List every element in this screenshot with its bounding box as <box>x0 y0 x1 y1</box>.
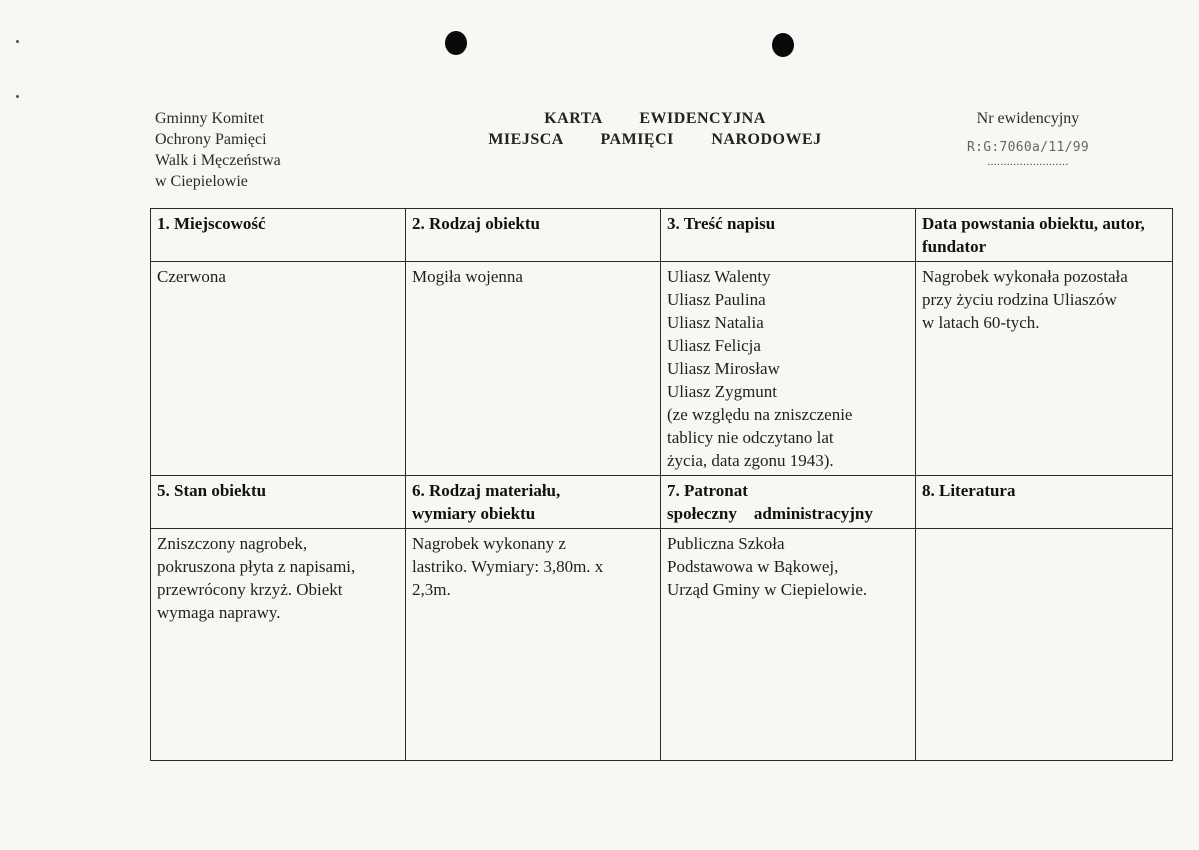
cell-locality <box>151 262 406 476</box>
header-inscription: 3. Treść napisu <box>661 209 916 262</box>
header-literature: 8. Literatura <box>916 476 1173 529</box>
cell-material <box>406 529 661 761</box>
title-line: KARTA EWIDENCYJNA <box>544 110 766 127</box>
inscription-line: Uliasz Felicja <box>667 336 761 355</box>
table-row <box>151 476 1173 529</box>
object-type-value: Mogiła wojenna <box>412 267 523 286</box>
registry-label: Nr ewidencyjny <box>976 110 1080 127</box>
header-patronage-line: 7. Patronat <box>667 481 748 500</box>
cell-inscription <box>661 262 916 476</box>
registry-dots: ......................... <box>987 156 1069 168</box>
material-line: 2,3m. <box>412 580 451 599</box>
material-line: lastriko. Wymiary: 3,80m. x <box>412 557 604 576</box>
scan-speck <box>16 95 19 98</box>
material-line: Nagrobek wykonany z <box>412 534 566 553</box>
inscription-line: (ze względu na zniszczenie <box>667 405 853 424</box>
locality-value: Czerwona <box>157 267 226 286</box>
header-material-line: 6. Rodzaj materiału, <box>412 481 561 500</box>
inscription-line: tablicy nie odczytano lat <box>667 428 834 447</box>
organization-line: w Ciepielowie <box>155 173 248 190</box>
cell-condition <box>151 529 406 761</box>
cell-origin <box>916 262 1173 476</box>
inscription-line: życia, data zgonu 1943). <box>667 451 834 470</box>
table-row <box>151 209 1173 262</box>
title-line: MIEJSCA PAMIĘCI NARODOWEJ <box>488 131 822 148</box>
header-material <box>406 476 661 529</box>
patronage-line: Publiczna Szkoła <box>667 534 785 553</box>
condition-line: Zniszczony nagrobek, <box>157 534 308 553</box>
origin-line: przy życiu rodzina Uliaszów <box>922 290 1117 309</box>
punch-hole-right <box>772 33 794 57</box>
cell-object-type <box>406 262 661 476</box>
header-material-line: wymiary obiektu <box>412 504 536 523</box>
cell-patronage <box>661 529 916 761</box>
organization-name <box>155 108 281 192</box>
inscription-line: Uliasz Paulina <box>667 290 766 309</box>
header-patronage-line: społeczny administracyjny <box>667 504 873 523</box>
organization-line: Gminny Komitet <box>155 110 264 127</box>
condition-line: przewrócony krzyż. Obiekt <box>157 580 343 599</box>
patronage-line: Urząd Gminy w Ciepielowie. <box>667 580 868 599</box>
header-origin: Data powstania obiektu, autor, fundator <box>916 209 1173 262</box>
header-locality: 1. Miejscowość <box>151 209 406 262</box>
header-object-type: 2. Rodzaj obiektu <box>406 209 661 262</box>
inscription-line: Uliasz Walenty <box>667 267 771 286</box>
inscription-line: Uliasz Zygmunt <box>667 382 778 401</box>
scan-speck <box>16 40 19 43</box>
inscription-line: Uliasz Mirosław <box>667 359 780 378</box>
condition-line: wymaga naprawy. <box>157 603 281 622</box>
origin-line: w latach 60-tych. <box>922 313 1040 332</box>
registry-number: R:G:7060a/11/99 <box>967 140 1089 155</box>
header-condition: 5. Stan obiektu <box>151 476 406 529</box>
inscription-line: Uliasz Natalia <box>667 313 764 332</box>
organization-line: Ochrony Pamięci <box>155 131 267 148</box>
punch-hole-left <box>445 31 467 55</box>
patronage-line: Podstawowa w Bąkowej, <box>667 557 839 576</box>
cell-literature <box>916 529 1173 761</box>
document-title <box>470 108 840 150</box>
organization-line: Walk i Męczeństwa <box>155 152 281 169</box>
record-table <box>150 208 1173 761</box>
header-patronage <box>661 476 916 529</box>
table-row <box>151 529 1173 761</box>
origin-line: Nagrobek wykonała pozostała <box>922 267 1128 286</box>
table-row <box>151 262 1173 476</box>
condition-line: pokruszona płyta z napisami, <box>157 557 356 576</box>
registry-block <box>958 108 1098 166</box>
